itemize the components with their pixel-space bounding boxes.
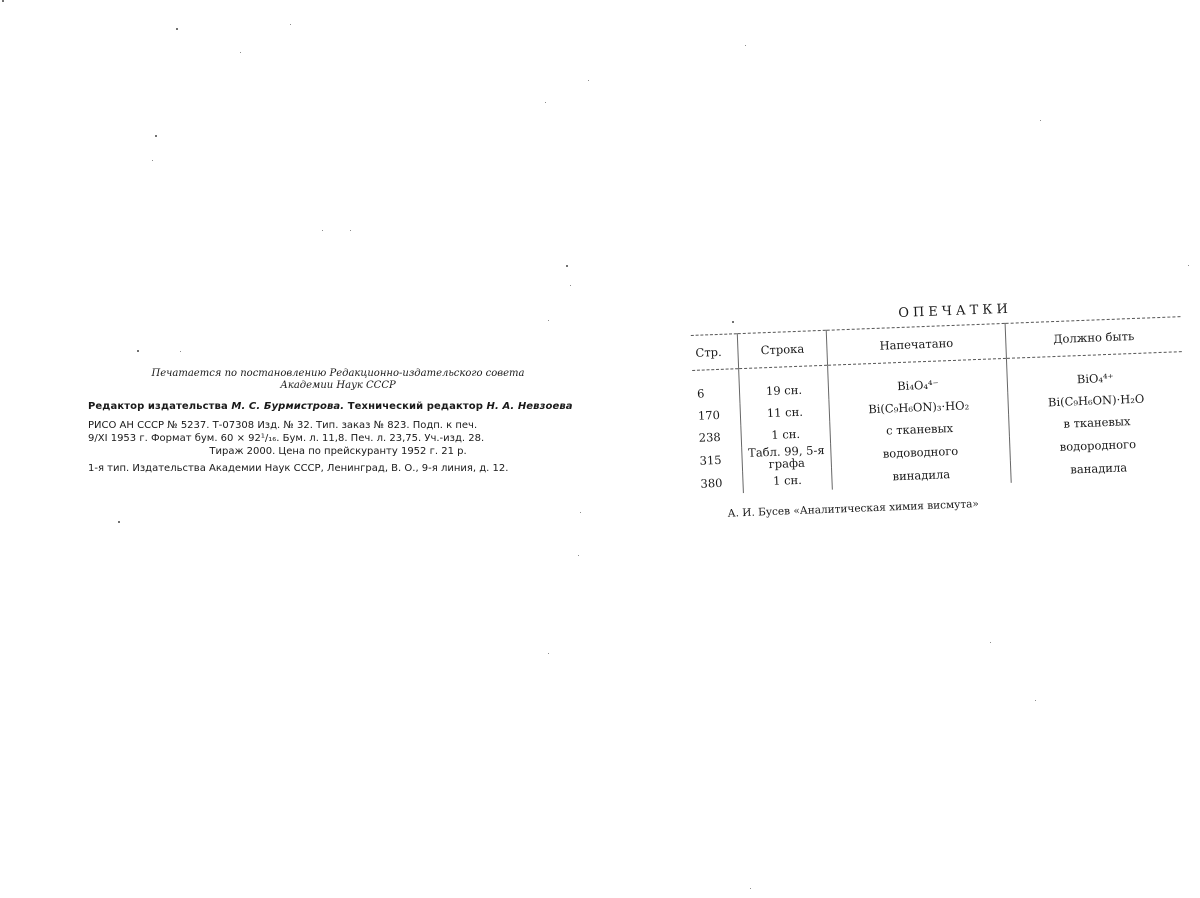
- scan-speck: [578, 555, 579, 556]
- cell-page: 315: [699, 452, 722, 468]
- scan-speck: [588, 80, 589, 81]
- editor-name: М. С. Бурмистрова.: [231, 401, 345, 412]
- cell-page: 6: [696, 386, 705, 401]
- scan-speck: [118, 521, 120, 523]
- cell-printed: Bi(C₉H₆ON)₃·HO₂: [829, 393, 1009, 422]
- cell-page: 170: [697, 407, 721, 423]
- cell-printed: водоводного: [831, 437, 1011, 468]
- colophon: [88, 368, 588, 475]
- scan-speck: [548, 653, 549, 654]
- editors-line: [88, 400, 588, 413]
- riso-line: РИСО АН СССР № 5237. Т-07308 Изд. № 32. Тип. заказ № 823. Подп. к печ.: [88, 420, 478, 431]
- cell-line: 19 сн.: [739, 365, 829, 403]
- editor-label: Редактор издательства: [88, 401, 228, 412]
- scan-speck: [152, 160, 153, 161]
- scan-speck: [155, 135, 157, 137]
- printer-line: 1-я тип. Издательства Академии Наук СССР, Ленинград, В. О., 9-я линия, д. 12.: [88, 463, 509, 474]
- resolution-line: Академии Наук СССР: [280, 380, 396, 391]
- scan-speck: [350, 230, 351, 231]
- cell-page: 238: [698, 429, 721, 445]
- scan-speck: [176, 28, 178, 30]
- scan-speck: [570, 285, 571, 286]
- format-line: 9/XI 1953 г. Формат бум. 60 × 92¹/₁₆. Бум. л. 11,8. Печ. л. 23,75. Уч.-изд. 28.: [88, 433, 485, 444]
- scan-speck: [566, 265, 568, 267]
- cell-line: 1 сн.: [743, 468, 833, 493]
- scan-speck: [180, 351, 181, 352]
- cell-correct: ванадила: [1010, 454, 1186, 483]
- scan-speck: [1035, 700, 1036, 701]
- errata-credit: А. И. Бусев «Аналитическая химия висмута»: [727, 498, 980, 520]
- scan-speck: [322, 230, 323, 231]
- header-correct: Должно быть: [1005, 317, 1182, 359]
- resolution-line: Печатается по постановлению Редакционно-издательского совета: [151, 368, 525, 379]
- tech-editor-name: Н. А. Невзоева: [486, 401, 573, 412]
- scan-speck: [750, 888, 751, 889]
- scan-speck: [137, 350, 139, 352]
- scan-speck: [545, 102, 546, 103]
- errata-block: [690, 295, 1188, 521]
- scan-speck: [290, 24, 291, 25]
- errata-table: [691, 316, 1187, 495]
- scan-speck: [2, 0, 4, 2]
- cell-printed: Bi₄O₄⁴⁻: [828, 358, 1008, 399]
- cell-line: 1 сн.: [741, 422, 831, 447]
- header-line: Строка: [737, 330, 827, 368]
- scan-speck: [580, 512, 581, 513]
- cell-correct: Bi(C₉H₆ON)·H₂O: [1008, 386, 1184, 415]
- scan-speck: [1040, 120, 1041, 121]
- scan-speck: [548, 320, 549, 321]
- scan-speck: [745, 45, 746, 46]
- cell-line: 11 сн.: [740, 400, 830, 425]
- errata-title: ОПЕЧАТКИ: [898, 301, 1013, 321]
- scan-speck: [1188, 265, 1189, 266]
- header-printed: Напечатано: [826, 323, 1006, 365]
- cell-printed: с тканевых: [830, 415, 1010, 444]
- scan-speck: [990, 642, 991, 643]
- header-page: Стр.: [691, 334, 739, 371]
- cell-correct: в тканевых: [1009, 408, 1185, 437]
- cell-page: 380: [700, 475, 723, 491]
- cell-correct: водородного: [1009, 430, 1185, 461]
- circulation-line: Тираж 2000. Цена по прейскуранту 1952 г. 21 р.: [209, 446, 467, 457]
- cell-printed: винадила: [832, 461, 1012, 490]
- scan-speck: [240, 52, 241, 53]
- cell-correct: BiO₄⁴⁺: [1006, 352, 1183, 393]
- cell-line: Табл. 99, 5-я графа: [742, 444, 832, 471]
- tech-editor-label: Технический редактор: [347, 401, 483, 412]
